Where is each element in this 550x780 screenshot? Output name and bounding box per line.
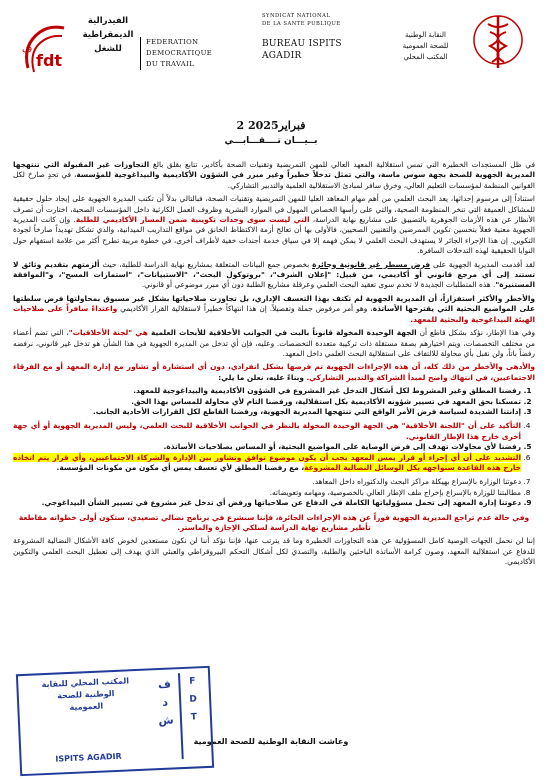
statement-body [13, 160, 535, 571]
fdt-ar-line3: للشغل [94, 44, 122, 54]
fdt-fr-line1: FEDERATION [146, 38, 199, 46]
stamp-arabic [26, 675, 145, 716]
intro-text: في ظل المستجدات الخطيرة التي تمس استقلالية المعهد العالي للمهن التمريضية وتقنيات الصحة بأكادير، تتابع بقلق بالغ [149, 160, 535, 169]
list-item [13, 421, 521, 442]
letterhead [0, 0, 550, 100]
fdt-ar-line2: الديمقراطية [82, 30, 134, 40]
document-date: 2 فبراير2025 [236, 119, 306, 132]
intro-paragraph [13, 160, 535, 191]
stamp-fdt [178, 672, 208, 759]
list2-highlight: التشديد على أن أي إجراء أو قرار يمس المعهد يجب أن يكون موضوع توافق وتشاور بين الإدارة والشركاء الاجتماعيين، وأي قرار يتم اتخاذه خارج هذه القاعدة سنواجهه بكل الوسائل النضالية المشروعة [13, 452, 521, 472]
stamp-letter: د [162, 695, 169, 709]
paragraph-unilateral [13, 362, 535, 383]
p1-tail: . وإن كانت المديرية الجهوية معنية فعلاً بتحسين تكوين الممرضين والتقنيين الصحيين، فالأولى بها أن تعالج أزمة الاكتظاظ الخانق في مواقع التداريب الميدانية، والذي تشكل تهديداً صارخاً لجودة التكوين. إن هذا الإجراء الجائر لا يستهدف البحث العلمي لا يمكن فهمه إلا في سياق خدمة أجندات خفية لأطراف أخرى، في خطوة مريبة تطرح أكثر من علامة استفهام حول النوايا الحقيقية لهذه التدخلات السافرة. [13, 215, 535, 256]
stamp-letter: ف [157, 677, 172, 692]
list-item [13, 453, 521, 474]
paragraph-procedures [13, 260, 535, 291]
stamp-fdt-letter: D [189, 694, 198, 705]
snse-arabic-name [388, 30, 463, 63]
list-item: 7. دعوتنا الوزارة بالإسراع بهيكلة مراكز البحث والدكتوراه داخل المعاهد. [13, 477, 521, 487]
p5-lead: وبناءً عليه، نعلن ما يلي: [218, 372, 304, 382]
stamp-letter: ش [158, 713, 174, 728]
list-item: 3. إدانتنا الشديدة لسياسة فرض الأمر الواقع التي تنتهجها المديرية الجهوية، ورفضنا القاطع لكل القرارات الأحادية الجانب. [13, 407, 521, 417]
p2-text1: لقد أقدمت المديرية الجهوية على [430, 259, 535, 269]
intro-tail: ، في تحدٍ صارخ لكل القوانين المنظمة لمؤسسات التعليم العالي، وخرق سافر لمبادئ الاستقلالية العلمية والتدبير التشاركي. [13, 170, 535, 190]
stamp-french: ISPITS AGADIR [55, 751, 122, 764]
bureau-line2: AGADIR [262, 51, 302, 61]
fdt-ar-line1: الفيدرالية [87, 16, 129, 26]
warning-paragraph: وفي حالة عدم تراجع المديرية الجهوية فوراً عن هذه الإجراءات الجائرة، فإننا سنشرع في برنامج نضالي تصعيدي، ستكون أولى خطواته مقاطعة تأطير مشاريع نهاية الدراسة لسلكي الإجازة والماستر. [18, 512, 530, 532]
p3-red: واعتداءً سافراً على صلاحيات الهيئة البيداغوجية والبحثية للمعهد. [13, 304, 535, 324]
stamp-fdt-letter: F [189, 676, 196, 687]
p2-tail: . هذه المتطلبات الجديدة لا تخدم سوى تعقيد البحث العلمي وعرقلة مشاريع الطلبة دون أي مبرر موضوعي أو قانوني. [141, 280, 496, 290]
p4-text2: ، التي تضم أعضاء من مختلف التخصصات، ويتم اختيارهم بصفة مستقلة ذات تركيبة متعددة التخصصات. وعليه، فإن أي تدخل من المديرة الجهوية في هذا الشأن هو تدخل غير قانوني، نرفضه رفضاً باتاً، ولن نقبل بأي محاولة للالتفاف على استقلالية البحث العلمي داخل المعهد. [13, 328, 535, 358]
stamp-ar-line2: الوطنية للصحة [57, 689, 115, 701]
p2-text2: بخصوص جمع البيانات المتعلقة بمشاريع نهاية الدراسة للطلبة، حيث [99, 259, 313, 269]
demands-list-2 [13, 421, 535, 473]
list-item: 1. رفضنا المطلق وغير المشروط لكل أشكال التدخل غير المشروع في الشؤون الأكاديمية والبيداغوجية للمعهد. [13, 386, 521, 396]
stamp-ar-line3: العمومية [69, 701, 104, 712]
p4-red: هي "لجنة الأخلاقيات" [68, 328, 151, 338]
stamp-fdt-letter: T [190, 712, 198, 723]
fdt-fr-line3: DU TRAVAIL [146, 60, 195, 68]
list2-text: رفضنا لأي محاولات تهدف إلى فرض الوصاية على المواضيع البحثية، أو المساس بصلاحيات الأساتذة. [163, 442, 521, 452]
p3-bold: والأخطر والأكثر استفزازاً، أن المديرية الجهوية لم تكتف بهذا التعسف الإداري، بل تجاوزت صلاحياتها بشكل غير مسبوق بمحاولتها فرض سلطتها على المواضيع البحثية التي يقترحها الأساتذة [13, 293, 535, 314]
svg-text:fdt: fdt [36, 51, 63, 70]
p1-text: استناداً إلى مرسوم إحداثها، يعد البحث العلمي من أهم مهام المعاهد العليا للمهن التمريضية وتقنيات الصحة، فبالتالي بدلاً أن تكتب المديرة الجهوية على إيجاد حلول حقيقية للمشاكل العميقة التي تنخر المنظومة الصحية، والتي على رأسها الخصاص المهول في الموارد البشرية وظروف العمل الكارثية داخل المؤسسات الصحية، اختارت أن تصرف الأنظار عن هذه الأزمات الجوهرية بالتضييق على مشاريع نهاية الدراسة، [13, 194, 535, 225]
syndicat-block [262, 12, 362, 62]
demands-list-1 [13, 386, 535, 417]
paragraph-overreach [13, 294, 535, 325]
intro-bold: التجاوزات غير المقبولة التي تنتهجها المديرية الجهوية للصحة بجهة سوس ماسة، والتي تمثل تدخلاً خطيراً وغير مبرر في الشؤون الأكاديمية والبيداغوجية للمؤسسة [13, 160, 535, 180]
svg-text:ف: ف [22, 44, 33, 55]
closing-paragraph: إننا لن نحمل الجهات الوصية كامل المسؤولية عن هذه التجاوزات الخطيرة وما قد يترتب عنها، فإننا نؤكد أننا لن نكون مستعدين لخوض كافة الأشكال النضالية المشروعة للدفاع عن استقلالية المعهد، وصون كرامة الأساتذة الباحثين والطلبة، والتصدي لكل أشكال التحكم البيروقراطي والعبثي الذي يهدف إلى تعطيل البحث العلمي والتكوين الأكاديمي. [13, 536, 535, 567]
p2-bold2: ألزمتهم بتقديم وثائق لا تستند إلى أي مرجع قانوني أو أكاديمي، من قبيل: "إعلان الشرف"، "بروتوكول البحث"، "الاستبيانات"، "استمارات المسح"، و"الموافقة المستنيرة" [13, 259, 535, 290]
bureau-line1: BUREAU ISPITS [262, 39, 342, 49]
bureau-name [262, 38, 362, 62]
paragraph-ethics [13, 328, 535, 359]
paragraph-research [13, 194, 535, 256]
fdt-french-name [140, 37, 212, 70]
p5-red: والأدهى والأخطر من ذلك كله، أن هذه الإجراءات الجهوية تم فرضها بشكل انفرادي، دون أي استشارة أو تشاور مع إدارة المعهد أو مع الفرقاء الاجتماعيين، في انتهاك واضح لمبدأ الشراكة والتدبير التشاركي. [13, 362, 535, 382]
union-stamp [16, 666, 214, 776]
p4-bold: الجهة الوحيدة المخولة قانوناً بالبت في الجوانب الأخلاقية للأبحاث العلمية [150, 328, 417, 338]
list-item: 8. مطالبتنا للوزارة بالإسراع بإخراج ملف الإطار العالي بالخصوصية، ومهامه وتعويضاته. [13, 488, 521, 498]
syndicat-line2: DE LA SANTE PUBLIQUE [262, 21, 341, 27]
syndicat-line1: SYNDICAT NATIONAL [262, 13, 331, 19]
fdt-fr-line2: DEMOCRATIQUE [146, 49, 213, 57]
snse-ar-line2: للصحة العمومية [402, 42, 449, 50]
demands-list-3 [13, 477, 535, 508]
signature-line: وعاشت النقابة الوطنية للصحة العمومية [193, 737, 349, 746]
snse-ar-line3: المكتب المحلي [403, 53, 448, 61]
list-item: 2. تمسكنا بحق المعهد في تسيير شؤونه الأكاديمية بكل استقلالية، ورفضنا التام لأي محاولة للمساس بهذا الحق. [13, 397, 521, 407]
list2-tail: ، مع رفضنا المطلق لأي تعسف يمس أي مكون من مكونات المؤسسة. [56, 462, 305, 472]
stamp-ar-line1: المكتب المحلي للنقابة [41, 676, 130, 690]
fdt-arabic-name [82, 14, 134, 56]
p4-text1: وفي هذا الإطار، نؤكد بشكل قاطع أن [416, 328, 536, 338]
list2-red: التأكيد على أن "اللجنة الأخلاقية" هي الجهة الوحيدة المخولة بالنظر في الجوانب الأخلاقية للبحث العلمي، وليس المديرية الجهوية أو أي جهة أخرى خارج هذا الإطار القانوني. [13, 421, 521, 441]
snse-ar-line1: النقابة الوطنية [404, 31, 447, 39]
p1-red: التي ليست سوى وحدات تكوينية ضمن المسار الأكاديمي للطلبة [75, 215, 310, 225]
list-item [13, 442, 521, 452]
stamp-arabic-letters [153, 675, 177, 730]
p2-bold1: فرض مسطر غير قانونية وجائرة [312, 259, 431, 269]
list-item: 9. دعوتنا إدارة المعهد إلى تحمل مسؤولياتها الكاملة في الدفاع عن صلاحياتها ورفض أي تدخل غير مشروع في تسيير الشأن البيداغوجي. [13, 498, 521, 508]
p3-text: ، وهو أمر مرفوض جملة وتفصيلاً. إن هذا انتهاكاً خطيراً لاستقلالية القرار الأكاديمي [117, 304, 373, 314]
caduceus-logo-icon [470, 10, 525, 75]
document-title: بــيـــان تــــقـــابـــي [224, 136, 318, 146]
fdt-logo-icon [20, 20, 70, 80]
